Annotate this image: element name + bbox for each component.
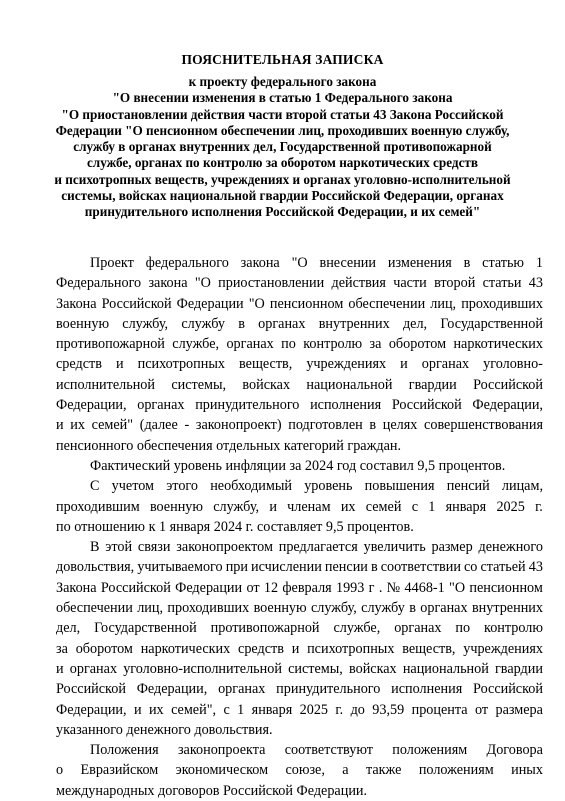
body-word: до: [350, 701, 365, 718]
body-word: членам: [287, 498, 331, 515]
body-word: Федерации,: [136, 681, 208, 698]
body-word: Федерации: [176, 295, 244, 312]
body-word: лицам,: [501, 478, 543, 495]
body-word: их: [70, 417, 85, 434]
body-word: закона: [240, 255, 280, 271]
body-word: контролю: [484, 620, 543, 637]
body-word: Федерации,: [56, 397, 127, 414]
body-word: действия: [331, 275, 386, 292]
body-word: наркотических: [453, 336, 543, 353]
body-word: со: [464, 559, 478, 576]
body-word: этой: [105, 539, 133, 556]
body-word: оборотом: [388, 336, 447, 353]
body-word: оборотом: [75, 640, 133, 657]
body-word: 43: [528, 559, 543, 576]
body-word: лиц,: [137, 600, 164, 617]
body-word: подготовлен: [288, 417, 363, 434]
body-word: контролю: [303, 336, 363, 353]
body-word: учреждениях: [463, 640, 543, 657]
body-word: размер: [431, 539, 473, 556]
body-word: при: [225, 559, 248, 576]
body-word: Государственной: [94, 620, 197, 637]
body-word: службе,: [333, 620, 381, 637]
body-word: исполнения: [310, 397, 382, 414]
body-word: довольствия,: [56, 559, 135, 576]
body-word: Договора: [486, 742, 543, 759]
body-word: повышения: [364, 478, 435, 495]
body-word: приостановлении: [218, 275, 325, 292]
body-word: 2025: [299, 701, 328, 718]
body-line: по отношению к 1 января 2024 г. составляет 9,5 процентов.: [56, 518, 414, 535]
body-word: семей": [91, 417, 134, 434]
body-word: 93,59: [372, 701, 405, 718]
body-line: [56, 273, 543, 293]
body-word: пенсионном: [269, 295, 344, 312]
body-word: Закона: [56, 579, 97, 596]
body-line: [56, 395, 543, 415]
body-word: внесении: [319, 255, 376, 271]
body-word: февраля: [282, 579, 332, 596]
body-word: обеспечении: [348, 295, 426, 312]
document-title: ПОЯСНИТЕЛЬНАЯ ЗАПИСКА: [181, 52, 384, 67]
body-word: уголовно-исполнительной: [123, 660, 282, 677]
body-word: пенсии: [324, 559, 368, 576]
body-word: статьи: [482, 275, 522, 292]
body-word: Российской: [473, 681, 543, 698]
body-line: [56, 354, 543, 374]
body-word: и: [56, 417, 64, 434]
body-word: 1: [535, 255, 543, 271]
body-word: 1993: [335, 579, 365, 596]
body-word: статьей: [480, 559, 526, 576]
body-word: Федерации: [175, 579, 243, 596]
body-word: января: [251, 701, 293, 718]
body-word: их: [148, 701, 164, 718]
body-word: 1: [237, 701, 245, 718]
body-word: внутренних: [471, 600, 543, 617]
body-line: [56, 476, 543, 496]
body-word: также: [365, 762, 402, 779]
body-word: с: [223, 701, 230, 718]
body-word: органах: [226, 336, 274, 353]
body-word: веществ,: [239, 356, 293, 373]
body-word: семей",: [171, 701, 217, 718]
body-line: [56, 618, 543, 638]
body-word: противопожарной: [56, 336, 165, 353]
body-word: органах: [394, 620, 442, 637]
body-word: Федерального: [56, 275, 142, 292]
body-word: статью: [482, 255, 525, 271]
body-word: противопожарной: [210, 620, 320, 637]
body-word: г: [368, 579, 375, 596]
body-word: и: [269, 498, 277, 515]
body-word: органах: [69, 660, 118, 677]
body-word: учитываемого: [137, 559, 223, 576]
body-word: Российской: [391, 397, 462, 414]
body-word: службу: [181, 315, 225, 332]
body-word: .: [378, 579, 383, 596]
body-word: федерального: [145, 255, 229, 271]
body-word: законопроекта: [177, 742, 266, 759]
body-word: денежного: [478, 539, 543, 556]
body-word: и: [133, 701, 142, 718]
body-word: января: [445, 498, 487, 515]
heading-line: службу в органах внутренних дел, Государственной противопожарной: [73, 139, 492, 155]
body-word: союзе,: [285, 762, 325, 779]
body-word: дел,: [56, 620, 81, 637]
body-word: Российской: [473, 376, 543, 393]
body-word: уровень: [304, 478, 353, 495]
body-word: военную: [253, 600, 307, 617]
body-line: [56, 314, 543, 334]
body-word: принудительного: [276, 681, 381, 698]
body-line: [56, 557, 543, 577]
body-word: Российской: [56, 681, 126, 698]
body-word: исчислении: [251, 559, 322, 576]
body-line: [56, 375, 543, 395]
body-word: В: [90, 539, 100, 556]
body-line: [56, 679, 543, 699]
body-word: "О: [248, 295, 265, 312]
body-line: [56, 415, 543, 435]
body-word: г.: [535, 498, 543, 515]
body-word: национальной: [306, 376, 393, 393]
body-word: учреждениях: [306, 356, 387, 373]
body-word: соответствуют: [284, 742, 373, 759]
body-word: национальной: [402, 660, 489, 677]
body-word: службу,: [310, 600, 357, 617]
body-word: проходивших: [461, 295, 543, 312]
body-word: необходимый: [210, 478, 292, 495]
body-word: 12: [263, 579, 279, 596]
body-word: совершенствования: [424, 417, 543, 434]
body-word: (далее: [139, 417, 178, 434]
body-word: психотропных: [307, 640, 395, 657]
heading-line: принудительного исполнения Российской Федерации, и их семей": [84, 204, 481, 220]
body-word: 4468-1: [404, 579, 445, 596]
heading-line: к проекту федерального закона: [188, 74, 377, 89]
body-word: положениям: [418, 762, 494, 779]
body-word: военную: [56, 315, 110, 332]
body-word: в: [409, 600, 416, 617]
body-word: а: [342, 762, 349, 779]
body-line: [56, 760, 543, 780]
document-heading: [30, 74, 535, 221]
body-word: принудительного: [195, 397, 300, 414]
body-word: закона: [148, 275, 188, 292]
body-word: законопроект): [195, 417, 282, 434]
body-word: в: [238, 315, 245, 332]
heading-line: "О приостановлении действия части второй статьи 43 Закона Российской: [61, 106, 504, 122]
body-word: Российской: [101, 295, 172, 312]
heading-line: Федерации "О пенсионном обеспечении лиц, проходивших военную службу,: [55, 122, 510, 138]
body-word: средств: [56, 356, 102, 373]
body-word: второй: [434, 275, 476, 292]
body-word: Федерации,: [56, 701, 127, 718]
body-word: увеличить: [363, 539, 426, 556]
body-line: [56, 294, 543, 314]
body-line: [56, 659, 543, 679]
body-word: и: [291, 640, 300, 657]
document-body: [56, 253, 543, 801]
body-word: №: [386, 579, 401, 596]
body-word: Проект: [90, 255, 134, 271]
body-word: службу: [361, 600, 405, 617]
body-word: учетом: [111, 478, 155, 495]
body-word: "О: [449, 579, 466, 596]
body-word: органах: [218, 681, 266, 698]
body-word: "О: [291, 255, 308, 271]
body-word: дел,: [402, 315, 428, 332]
body-word: гвардии: [408, 376, 457, 393]
body-word: в: [463, 255, 471, 271]
body-word: экономическом: [175, 762, 269, 779]
body-word: от: [474, 701, 489, 718]
body-line: [56, 497, 543, 517]
body-word: размера: [495, 701, 543, 718]
body-word: службу,: [213, 498, 260, 515]
body-word: их: [340, 498, 356, 515]
body-line: [56, 253, 543, 273]
body-word: Государственной: [440, 315, 543, 332]
body-word: военную: [149, 498, 203, 515]
body-word: этого: [166, 478, 198, 495]
body-word: по: [455, 620, 471, 637]
body-word: в: [370, 559, 378, 576]
body-word: 2025: [496, 498, 525, 515]
body-word: С: [90, 478, 100, 495]
body-word: связи: [137, 539, 171, 556]
body-word: и: [115, 356, 124, 373]
body-word: по: [281, 336, 296, 353]
body-word: пенсий: [446, 478, 490, 495]
body-word: лиц,: [430, 295, 457, 312]
body-word: и: [400, 356, 408, 373]
body-word: в: [369, 417, 377, 434]
body-word: предлагается: [278, 539, 358, 556]
body-word: проходившим: [56, 498, 140, 515]
body-word: Евразийском: [80, 762, 159, 779]
body-word: иных: [511, 762, 543, 779]
body-word: семей: [365, 498, 402, 515]
body-word: части: [393, 275, 427, 292]
body-line: [56, 578, 543, 598]
body-line: [56, 700, 543, 720]
body-line: международных договоров Российской Федерации.: [56, 782, 368, 799]
body-word: органах: [137, 397, 185, 414]
body-word: процента: [411, 701, 468, 718]
body-word: уголовно-: [483, 356, 543, 373]
body-word: внутренних: [318, 315, 390, 332]
body-word: за: [56, 640, 68, 657]
heading-line: "О внесении изменения в статью 1 Федерального закона: [112, 90, 453, 106]
body-word: службе,: [172, 336, 220, 353]
heading-line: службе, органах по контролю за оборотом наркотических средств: [86, 155, 479, 171]
body-word: -: [184, 417, 190, 434]
body-word: службу,: [122, 315, 169, 332]
body-word: положениям: [392, 742, 468, 759]
body-word: и: [56, 660, 64, 677]
body-word: пенсионном: [469, 579, 543, 596]
body-word: войсках: [349, 660, 397, 677]
body-word: Федерации,: [472, 397, 543, 414]
body-word: органах: [420, 600, 468, 617]
body-word: веществ,: [402, 640, 456, 657]
body-word: исполнительной: [56, 376, 155, 393]
body-word: целях: [382, 417, 418, 434]
body-line: [56, 598, 543, 618]
body-word: органах: [421, 356, 470, 373]
body-word: наркотических: [140, 640, 231, 657]
body-word: психотропных: [137, 356, 225, 373]
body-line: пенсионного обеспечения отдельных категорий граждан.: [56, 437, 402, 454]
body-word: за: [369, 336, 382, 353]
heading-line: системы, войсках национальной гвардии Российской Федерации, органах: [61, 188, 504, 204]
body-word: проходивших: [167, 600, 250, 617]
body-word: 43: [528, 275, 543, 292]
body-word: Положения: [90, 742, 159, 759]
body-word: г.: [335, 701, 344, 718]
body-line: указанного денежного довольствия.: [56, 721, 273, 738]
heading-line: и психотропных веществ, учреждениях и органах уголовно-исполнительной: [54, 171, 511, 187]
body-line: [56, 334, 543, 354]
body-word: изменения: [387, 255, 452, 271]
body-word: от: [246, 579, 260, 596]
body-word: соответствии: [380, 559, 461, 576]
body-word: средств: [238, 640, 284, 657]
body-word: Закона: [56, 295, 97, 312]
body-word: 1: [428, 498, 436, 515]
body-word: системы,: [288, 660, 343, 677]
body-word: исполнения: [391, 681, 463, 698]
body-line: Фактический уровень инфляции за 2024 год составил 9,5 процентов.: [90, 457, 506, 474]
body-word: войсках: [242, 376, 291, 393]
body-word: органах: [258, 315, 306, 332]
body-line: [56, 639, 543, 659]
body-line: [56, 537, 543, 557]
body-word: "О: [194, 275, 211, 292]
body-word: о: [56, 762, 64, 779]
body-word: с: [411, 498, 418, 515]
body-word: Российской: [100, 579, 171, 596]
body-word: законопроектом: [176, 539, 273, 556]
body-word: системы,: [171, 376, 227, 393]
body-word: гвардии: [494, 660, 543, 677]
body-line: [56, 740, 543, 760]
body-word: обеспечении: [56, 600, 133, 617]
